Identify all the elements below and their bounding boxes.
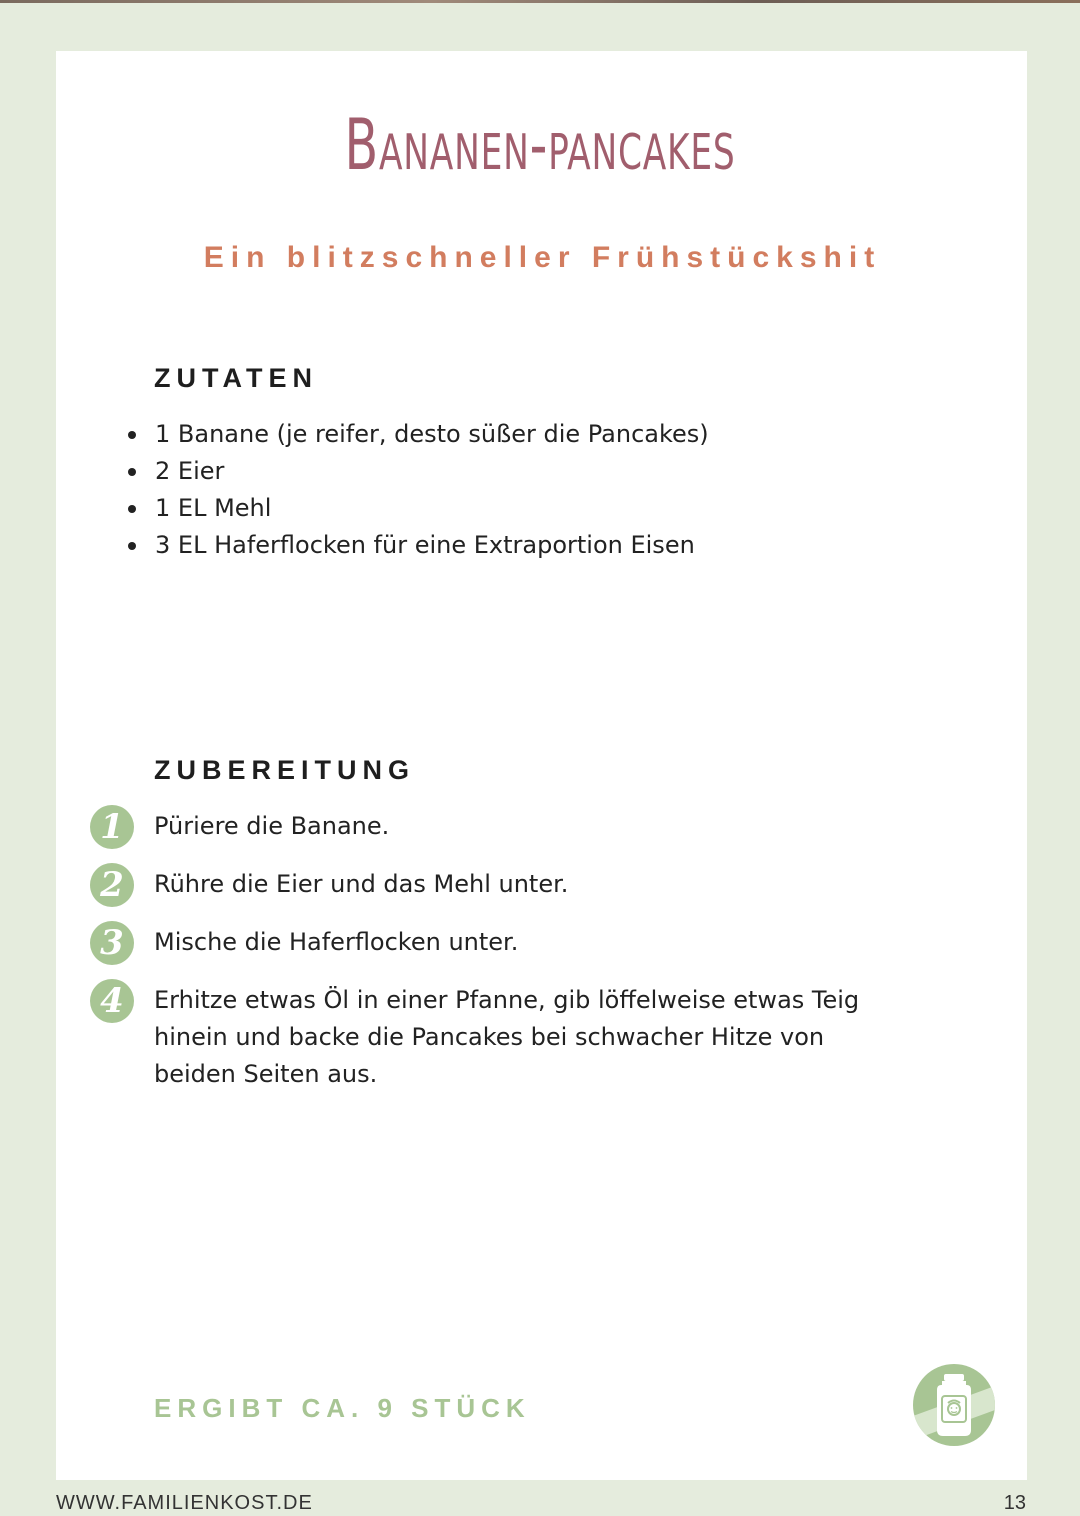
ingredient-text: 1 EL Mehl bbox=[155, 494, 272, 522]
ingredient-text: 2 Eier bbox=[155, 457, 225, 485]
recipe-subtitle: Ein blitzschneller Frühstückshit bbox=[203, 241, 882, 274]
ingredient-item bbox=[120, 416, 709, 453]
ingredients-list bbox=[120, 416, 709, 564]
bullet-icon bbox=[128, 468, 136, 476]
step-text: Erhitze etwas Öl in einer Pfanne, gib löffelweise etwas Teig hinein und backe die Pancakes bei schwacher Hitze von beiden Seiten aus. bbox=[154, 986, 860, 1088]
step-item bbox=[90, 979, 1014, 1093]
step-number-badge: 3 bbox=[90, 921, 134, 965]
ingredient-item bbox=[120, 527, 709, 564]
recipe-title: Bananen-pancakes bbox=[344, 104, 736, 186]
bullet-icon bbox=[128, 542, 136, 550]
step-item bbox=[90, 921, 518, 961]
step-number-badge: 2 bbox=[90, 863, 134, 907]
step-text: Rühre die Eier und das Mehl unter. bbox=[154, 870, 569, 898]
page-number: 13 bbox=[1003, 1492, 1026, 1514]
preparation-heading: ZUBEREITUNG bbox=[154, 755, 415, 785]
bullet-icon bbox=[128, 431, 136, 439]
ingredient-text: 3 EL Haferflocken für eine Extraportion Eisen bbox=[155, 531, 695, 559]
top-image-edge bbox=[0, 0, 1080, 3]
step-text: Mische die Haferflocken unter. bbox=[154, 928, 519, 956]
ingredient-text: 1 Banane (je reifer, desto süßer die Pancakes) bbox=[155, 420, 709, 448]
step-number-badge: 1 bbox=[90, 805, 134, 849]
ingredient-item bbox=[120, 453, 709, 490]
step-number-badge: 4 bbox=[90, 979, 134, 1023]
ingredient-item bbox=[120, 490, 709, 527]
ingredients-heading: ZUTATEN bbox=[154, 363, 318, 393]
step-item bbox=[90, 863, 568, 903]
step-item bbox=[90, 805, 389, 845]
baby-food-jar-icon bbox=[913, 1364, 995, 1446]
footer-website[interactable]: WWW.FAMILIENKOST.DE bbox=[56, 1492, 313, 1514]
bullet-icon bbox=[128, 505, 136, 513]
step-text: Püriere die Banane. bbox=[154, 812, 390, 840]
yield-text: ERGIBT CA. 9 STÜCK bbox=[154, 1393, 531, 1423]
